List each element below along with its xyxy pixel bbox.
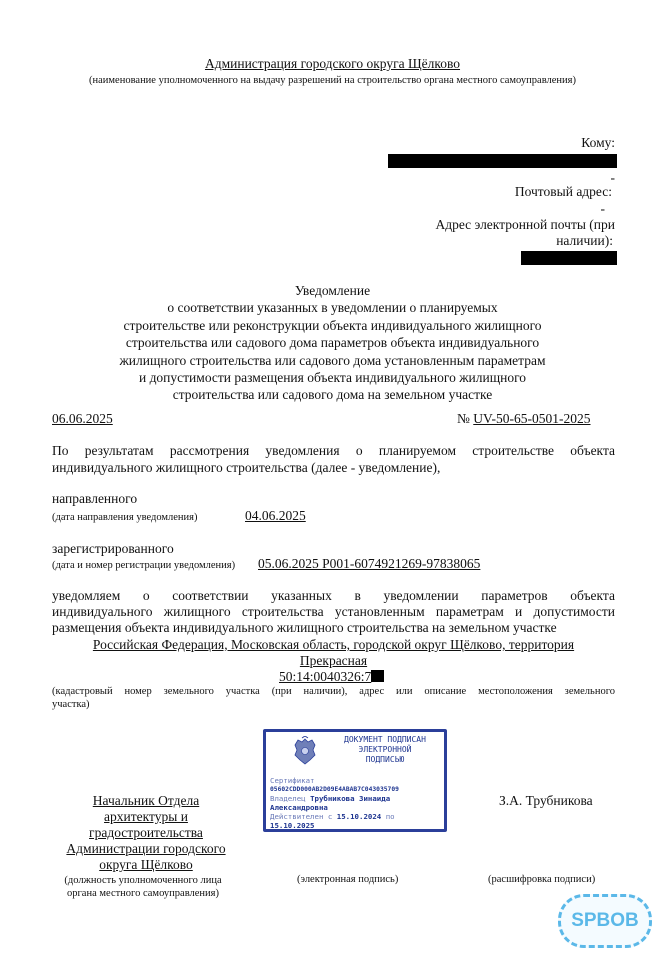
body-p2-line3: размещения объекта индивидуального жилищного строительства на земельном участке: [52, 620, 557, 635]
stamp-title-line: ПОДПИСЬЮ: [365, 755, 405, 764]
doc-date: 06.06.2025: [52, 411, 113, 426]
address-line2: Прекрасная: [299, 653, 368, 668]
signature-caption: (электронная подпись): [297, 874, 399, 885]
cadastral-value: 50:14:0040326:7: [279, 669, 372, 684]
stamp-valid-prefix: Действителен с: [270, 812, 333, 821]
redacted-cadastral-tail: [371, 670, 384, 682]
doc-number-value: UV-50-65-0501-2025: [473, 411, 591, 426]
cadastral-caption-1: (кадастровый номер земельного участка (при наличии), адрес или описание местоположения земельного: [52, 686, 615, 697]
name-caption: (расшифровка подписи): [488, 874, 596, 885]
authority-caption: (наименование уполномоченного на выдачу разрешений на строительство органа местного самоуправления): [89, 75, 576, 86]
esignature-stamp: [263, 729, 447, 832]
position-caption-line: органа местного самоуправления): [67, 888, 219, 899]
address-line1: Российская Федерация, Московская область, городской округ Щёлково, территория: [92, 637, 575, 652]
doc-number: [457, 411, 591, 427]
to-label: Кому:: [581, 135, 615, 150]
notice-line: и допустимости размещения объекта индивидуального жилищного: [138, 370, 527, 386]
stamp-owner: [270, 794, 390, 803]
notice-line: строительстве или реконструкции объекта индивидуального жилищного: [123, 317, 542, 333]
notice-line: жилищного строительства или садового дома установленным параметрам: [119, 352, 546, 368]
dash-1: -: [610, 170, 615, 185]
body-p2-line1: уведомляем о соответствии указанных в уведомлении параметров объекта: [52, 588, 615, 603]
notice-line: о соответствии указанных в уведомлении о планируемых: [167, 300, 498, 316]
stamp-owner-label: Владелец: [270, 794, 306, 803]
stamp-valid-to: 15.10.2025: [270, 821, 315, 830]
notice-line: строительства или садового дома параметров объекта индивидуального: [125, 335, 540, 351]
body-p1-line2: индивидуального жилищного строительства (далее - уведомление),: [52, 460, 441, 475]
postal-label: Почтовый адрес:: [514, 184, 612, 199]
sent-date: 04.06.2025: [245, 508, 306, 523]
stamp-valid-to-label: по: [385, 812, 395, 821]
stamp-title: [328, 735, 442, 765]
position-caption-line: (должность уполномоченного лица: [64, 875, 222, 886]
stamp-title-line: ДОКУМЕНТ ПОДПИСАН: [344, 735, 426, 744]
number-sign: №: [457, 411, 470, 426]
stamp-owner-name: Трубникова Зинаида: [310, 794, 391, 803]
email-label-2: наличии):: [556, 233, 613, 248]
sent-label: направленного: [52, 491, 138, 506]
position-line: Администрации городского: [66, 841, 226, 856]
reg-label: зарегистрированного: [52, 541, 174, 556]
notice-heading: Уведомление: [294, 283, 371, 298]
redacted-email: [521, 251, 617, 265]
position-caption: [28, 874, 258, 900]
redacted-recipient: [388, 154, 617, 168]
cadastral-caption-2: участка): [52, 699, 90, 710]
coat-of-arms-icon: [292, 736, 318, 766]
position-line: округа Щёлково: [99, 857, 193, 872]
dash-2: -: [600, 201, 605, 216]
stamp-title-line: ЭЛЕКТРОННОЙ: [358, 745, 412, 754]
signer-position: [52, 793, 240, 873]
reg-value: 05.06.2025 P001-6074921269-97838065: [258, 556, 481, 571]
email-label-1: Адрес электронной почты (при: [435, 217, 615, 232]
signer-name: З.А. Трубникова: [499, 793, 593, 808]
authority-name: Администрация городского округа Щёлково: [204, 56, 461, 71]
stamp-cert-number: 05602CDD000AB2D09E4ABAB7C043035709: [270, 786, 399, 793]
body-p2-line2: индивидуального жилищного строительства установленным параметрам и допустимости: [52, 604, 615, 619]
body-p1-line1: По результатам рассмотрения уведомления о планируемом строительстве объекта: [52, 443, 615, 458]
stamp-cert-label: Сертификат: [270, 776, 315, 785]
position-line: Начальник Отдела: [92, 793, 200, 808]
stamp-owner-patronymic: Александровна: [270, 803, 328, 812]
notice-line: строительства или садового дома на земельном участке: [172, 387, 493, 403]
watermark-logo: SPBOB: [558, 894, 652, 948]
sent-caption: (дата направления уведомления): [52, 512, 198, 523]
reg-caption: (дата и номер регистрации уведомления): [52, 560, 236, 571]
position-line: архитектуры и: [104, 809, 188, 824]
cadastral-number: [279, 669, 384, 685]
stamp-valid-from: 15.10.2024: [336, 812, 382, 821]
position-line: градостроительства: [89, 825, 203, 840]
notice-title: [0, 282, 665, 404]
stamp-validity: [270, 812, 395, 821]
